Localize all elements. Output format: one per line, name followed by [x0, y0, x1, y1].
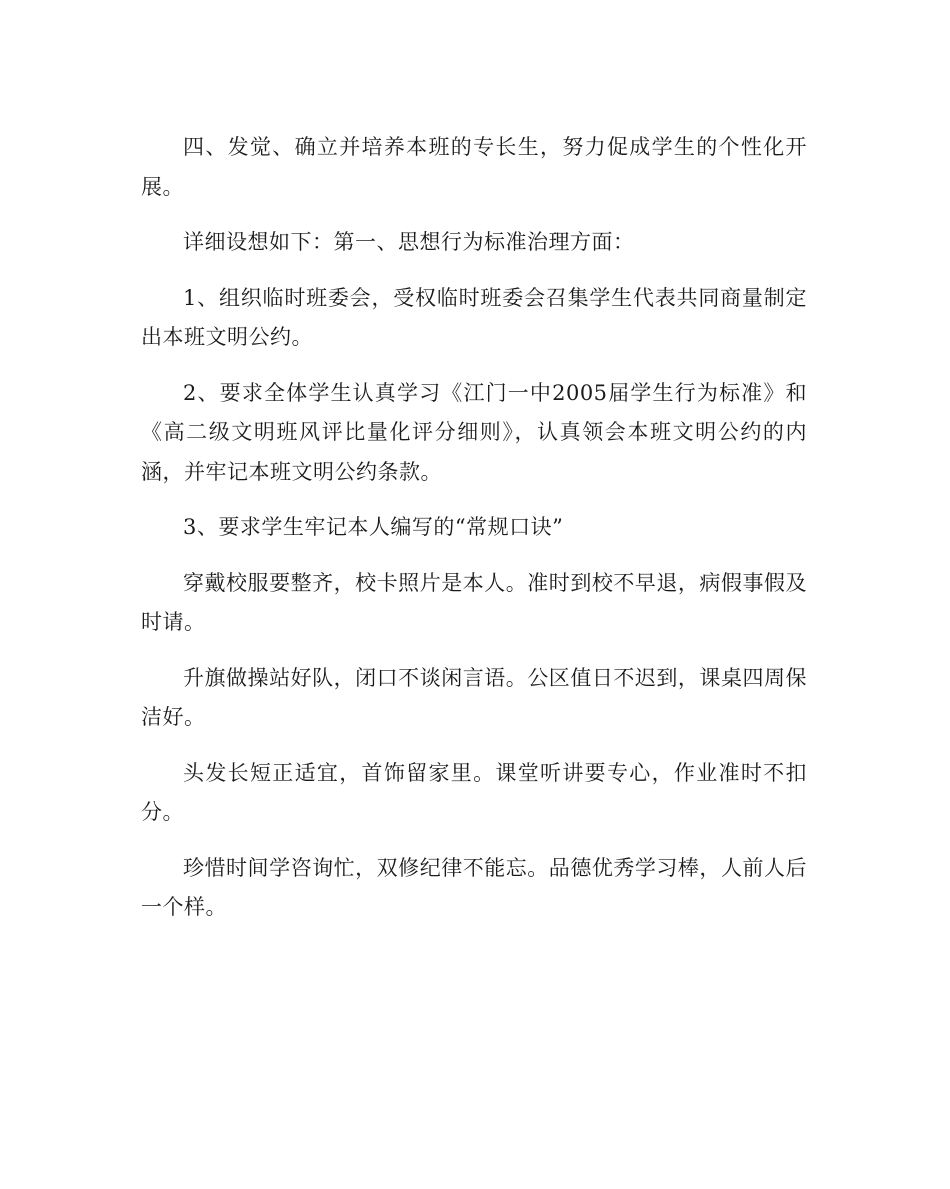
paragraph-item-1: 1、组织临时班委会，受权临时班委会召集学生代表共同商量制定出本班文明公约。 — [141, 285, 807, 349]
paragraph-rhyme-4: 珍惜时间学咨询忙，双修纪律不能忘。品德优秀学习棒，人前人后一个样。 — [141, 855, 807, 919]
document-body — [141, 128, 807, 944]
paragraph-item-3: 3、要求学生牢记本人编写的“常规口诀” — [183, 515, 564, 539]
paragraph-rhyme-1: 穿戴校服要整齐，校卡照片是本人。准时到校不早退，病假事假及时请。 — [141, 570, 807, 634]
paragraph-item-2: 2、要求全体学生认真学习《江门一中2005届学生行为标准》和《高二级文明班风评比量化评分细则》，认真领会本班文明公约的内涵，并牢记本班文明公约条款。 — [141, 380, 807, 484]
paragraph-plan-intro: 详细设想如下：第一、思想行为标准治理方面： — [183, 230, 635, 254]
paragraph-rhyme-3: 头发长短正适宜，首饰留家里。课堂听讲要专心，作业准时不扣分。 — [141, 760, 807, 824]
paragraph-talent-students: 四、发觉、确立并培养本班的专长生，努力促成学生的个性化开展。 — [141, 135, 807, 199]
paragraph-rhyme-2: 升旗做操站好队，闭口不谈闲言语。公区值日不迟到，课桌四周保洁好。 — [141, 665, 807, 729]
